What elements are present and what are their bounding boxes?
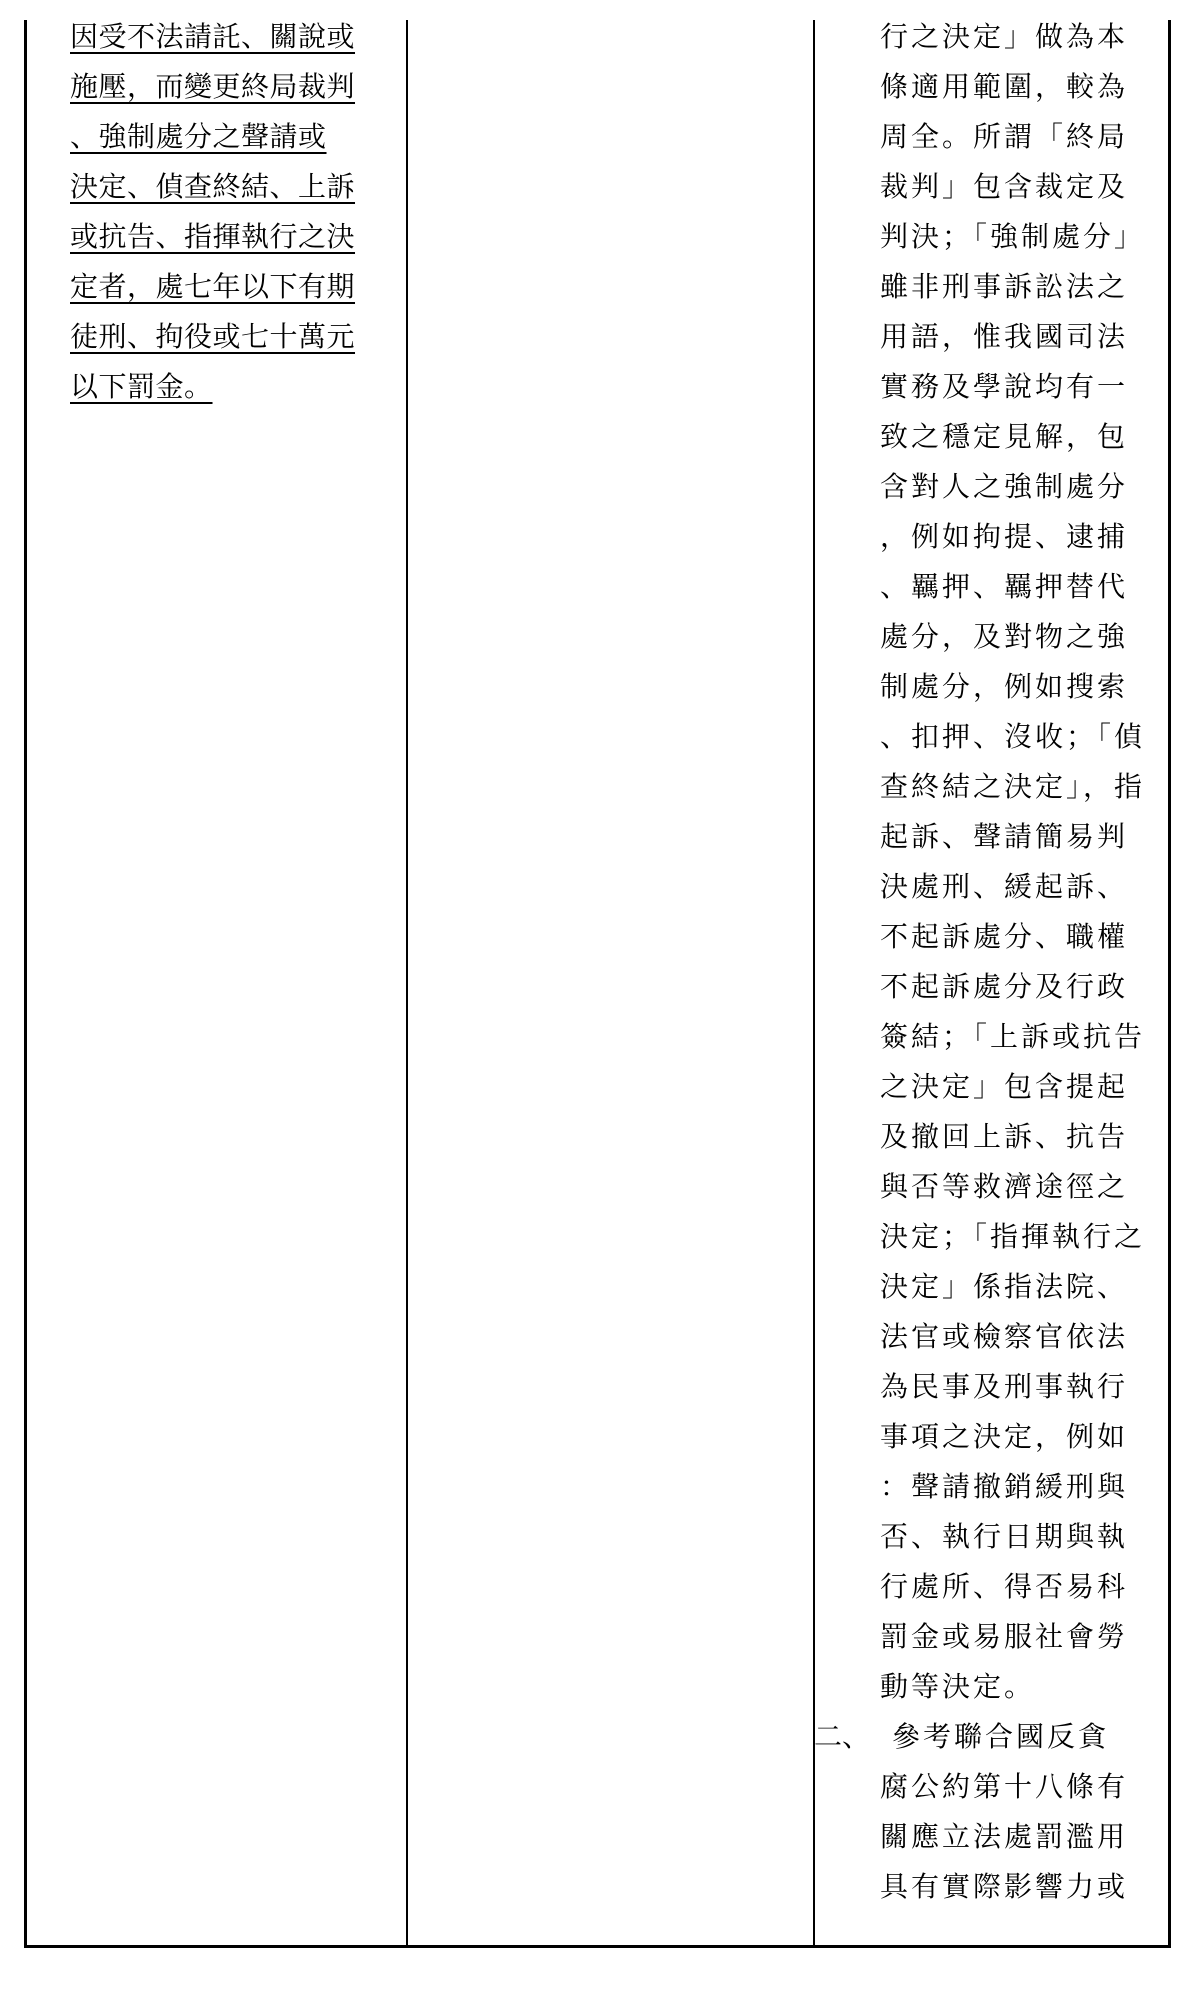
- amended-text-line: 施壓，而變更終局裁判: [70, 70, 356, 103]
- explanation-line: 罰金或易服社會勞: [880, 1620, 1129, 1653]
- explanation-line: 決定；「指揮執行之: [880, 1220, 1146, 1253]
- item-two-line: 關應立法處罰濫用: [880, 1820, 1129, 1853]
- column-divider-2: [813, 20, 815, 1945]
- explanation-line: 簽結；「上訴或抗告: [880, 1020, 1146, 1053]
- explanation-line: 、扣押、沒收；「偵: [880, 720, 1146, 753]
- explanation-line: 否、執行日期與執: [880, 1520, 1129, 1553]
- amended-text-line: 以下罰金。: [70, 370, 213, 403]
- explanation-line: 查終結之決定」，指: [880, 770, 1146, 803]
- amended-text-line: 因受不法請託、關說或: [70, 20, 356, 53]
- explanation-line: 動等決定。: [880, 1670, 1036, 1703]
- item-two-line: 具有實際影響力或: [880, 1870, 1129, 1903]
- explanation-line: 行處所、得否易科: [880, 1570, 1129, 1603]
- explanation-line: 起訴、聲請簡易判: [880, 820, 1129, 853]
- explanation-line: 事項之決定，例如: [880, 1420, 1129, 1453]
- explanation-line: 為民事及刑事執行: [880, 1370, 1129, 1403]
- explanation-line: 含對人之強制處分: [880, 470, 1129, 503]
- explanation-line: 不起訴處分、職權: [880, 920, 1129, 953]
- amended-text-line: 定者，處七年以下有期: [70, 270, 356, 303]
- explanation-line: 行之決定」做為本: [880, 20, 1129, 53]
- explanation-line: 處分，及對物之強: [880, 620, 1129, 653]
- explanation-line: 與否等救濟途徑之: [880, 1170, 1129, 1203]
- explanation-line: 決處刑、緩起訴、: [880, 870, 1129, 903]
- explanation-line: 判決；「強制處分」: [880, 220, 1146, 253]
- item-two-line: 腐公約第十八條有: [880, 1770, 1129, 1803]
- item-number: 二、: [814, 1720, 871, 1753]
- explanation-line: 致之穩定見解，包: [880, 420, 1129, 453]
- amended-text-cell: [70, 12, 389, 412]
- amended-text-line: 徒刑、拘役或七十萬元: [70, 320, 356, 353]
- explanation-line: 條適用範圍，較為: [880, 70, 1129, 103]
- column-divider-1: [406, 20, 408, 1945]
- explanation-line: 用語，惟我國司法: [880, 320, 1129, 353]
- amended-text-line: 、強制處分之聲請或: [70, 120, 327, 153]
- explanation-line: ，例如拘提、逮捕: [880, 520, 1129, 553]
- explanation-line: 及撤回上訴、抗告: [880, 1120, 1129, 1153]
- amended-text-line: 決定、偵查終結、上訴: [70, 170, 356, 203]
- explanation-line: ：聲請撤銷緩刑與: [880, 1470, 1129, 1503]
- explanation-line: 制處分，例如搜索: [880, 670, 1129, 703]
- explanation-line: 不起訴處分及行政: [880, 970, 1129, 1003]
- item-two-line: 參考聯合國反貪: [892, 1720, 1110, 1753]
- explanation-cell: [880, 12, 1150, 1912]
- explanation-line: 周全。所謂「終局: [880, 120, 1129, 153]
- explanation-line: 決定」係指法院、: [880, 1270, 1129, 1303]
- explanation-line: 之決定」包含提起: [880, 1070, 1129, 1103]
- explanation-line: 法官或檢察官依法: [880, 1320, 1129, 1353]
- explanation-line: 裁判」包含裁定及: [880, 170, 1129, 203]
- explanation-line: 實務及學說均有一: [880, 370, 1129, 403]
- amended-text-line: 或抗告、指揮執行之決: [70, 220, 356, 253]
- explanation-line: 、羈押、羈押替代: [880, 570, 1129, 603]
- explanation-line: 雖非刑事訴訟法之: [880, 270, 1129, 303]
